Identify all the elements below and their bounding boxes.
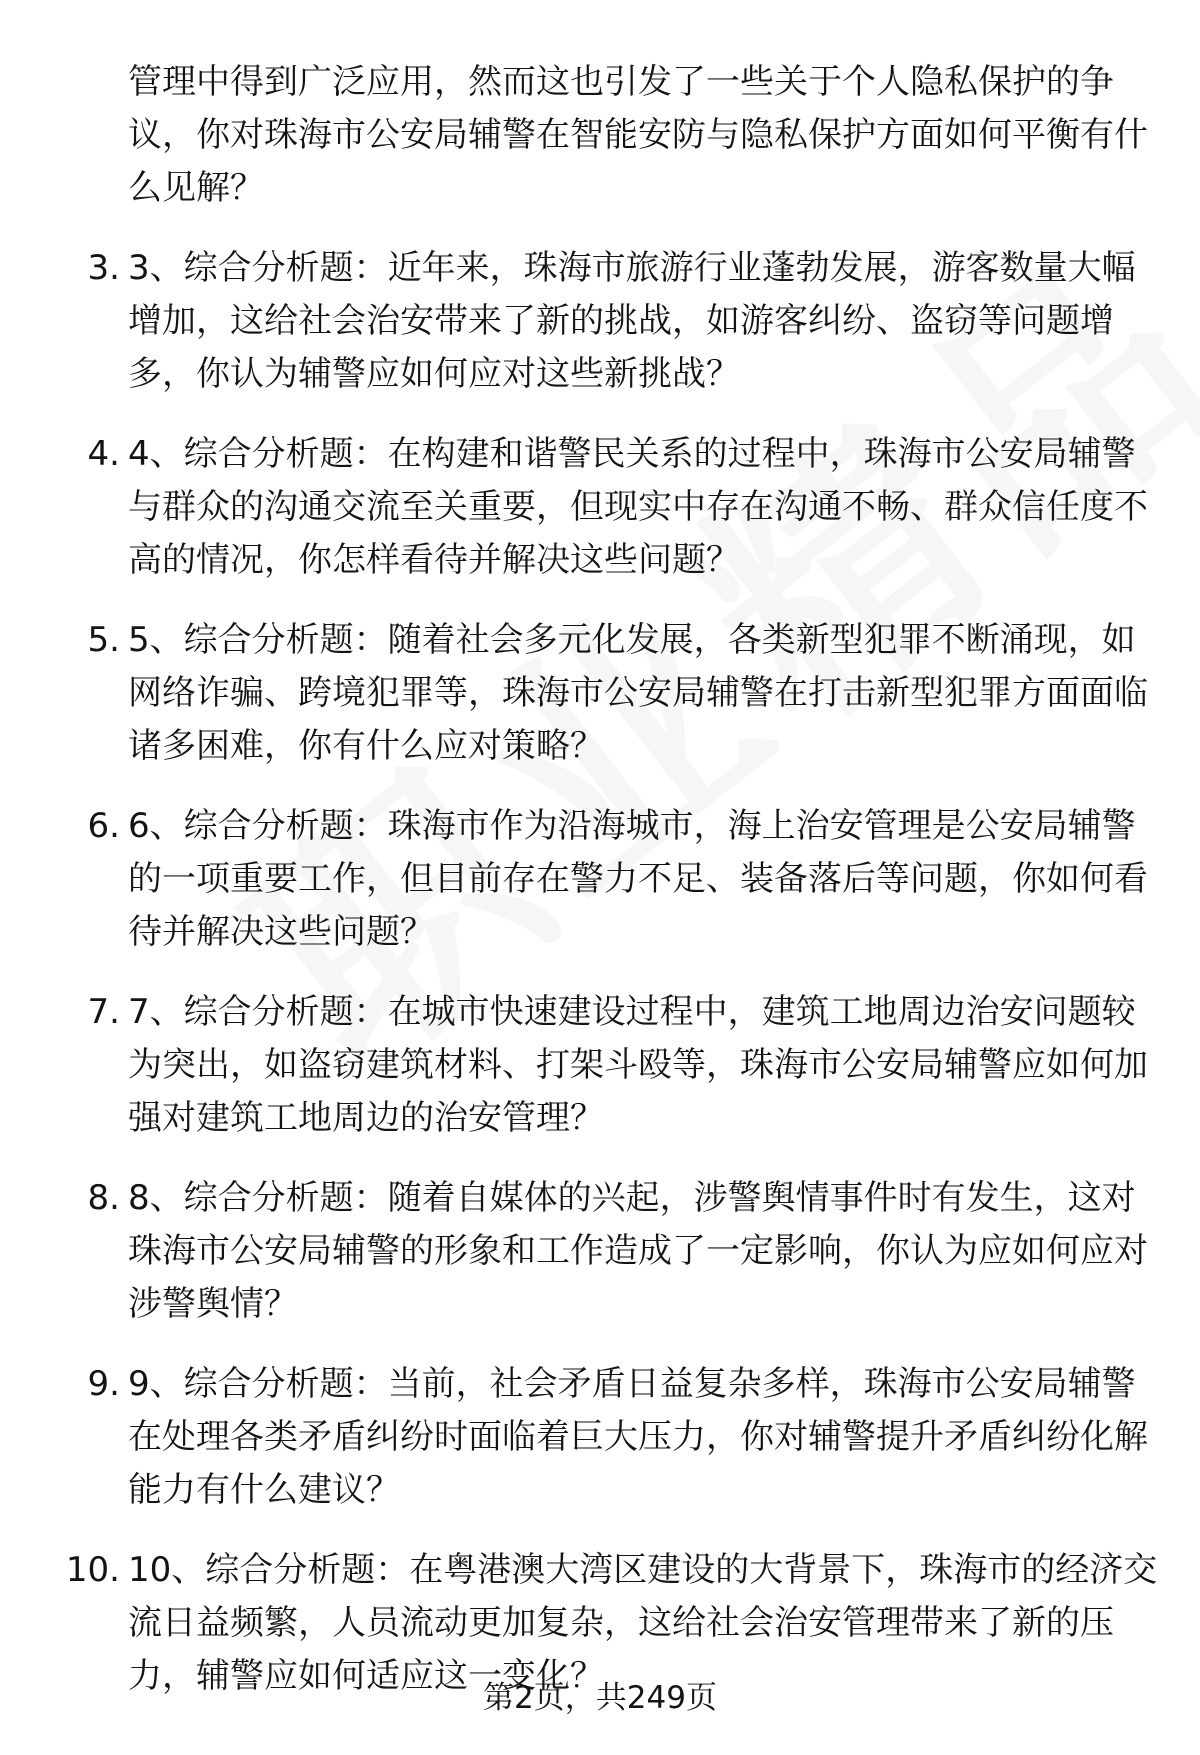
question-text: 4、综合分析题：在构建和谐警民关系的过程中，珠海市公安局辅警与群众的沟通交流至关重要，但现实中存在沟通不畅、群众信任度不高的情况，你怎样看待并解决这些问题？ bbox=[128, 434, 1148, 580]
question-text: 10、综合分析题：在粤港澳大湾区建设的大背景下，珠海市的经济交流日益频繁，人员流动更加复杂，这给社会治安管理带来了新的压力，辅警应如何适应这一变化？ bbox=[128, 1550, 1158, 1696]
list-number: 3. bbox=[87, 248, 120, 288]
question-text: 8、综合分析题：随着自媒体的兴起，涉警舆情事件时有发生，这对珠海市公安局辅警的形象和工作造成了一定影响，你认为应如何应对涉警舆情？ bbox=[128, 1178, 1148, 1324]
list-item bbox=[87, 986, 1168, 1145]
list-number: 10. bbox=[65, 1550, 120, 1590]
list-number: 4. bbox=[87, 434, 120, 474]
list-item bbox=[87, 614, 1168, 773]
page-content bbox=[0, 56, 1200, 1703]
question-text: 5、综合分析题：随着社会多元化发展，各类新型犯罪不断涌现，如网络诈骗、跨境犯罪等，珠海市公安局辅警在打击新型犯罪方面面临诸多困难，你有什么应对策略？ bbox=[128, 620, 1148, 766]
question-text: 3、综合分析题：近年来，珠海市旅游行业蓬勃发展，游客数量大幅增加，这给社会治安带来了新的挑战，如游客纠纷、盗窃等问题增多，你认为辅警应如何应对这些新挑战？ bbox=[128, 248, 1136, 394]
continued-paragraph: 管理中得到广泛应用，然而这也引发了一些关于个人隐私保护的争议，你对珠海市公安局辅警在智能安防与隐私保护方面如何平衡有什么见解？ bbox=[128, 62, 1148, 208]
page-footer: 第2页，共249页 bbox=[483, 1680, 717, 1716]
list-item bbox=[87, 800, 1168, 959]
list-item bbox=[87, 428, 1168, 587]
list-item bbox=[87, 242, 1168, 401]
list-number: 5. bbox=[87, 620, 120, 660]
list-number: 6. bbox=[87, 806, 120, 846]
question-text: 6、综合分析题：珠海市作为沿海城市，海上治安管理是公安局辅警的一项重要工作，但目前存在警力不足、装备落后等问题，你如何看待并解决这些问题？ bbox=[128, 806, 1148, 952]
list-item bbox=[87, 1172, 1168, 1331]
list-number: 9. bbox=[87, 1364, 120, 1404]
list-number: 7. bbox=[87, 992, 120, 1032]
list-number: 8. bbox=[87, 1178, 120, 1218]
question-text: 9、综合分析题：当前，社会矛盾日益复杂多样，珠海市公安局辅警在处理各类矛盾纠纷时面临着巨大压力，你对辅警提升矛盾纠纷化解能力有什么建议？ bbox=[128, 1364, 1148, 1510]
question-text: 7、综合分析题：在城市快速建设过程中，建筑工地周边治安问题较为突出，如盗窃建筑材料、打架斗殴等，珠海市公安局辅警应如何加强对建筑工地周边的治安管理？ bbox=[128, 992, 1148, 1138]
list-item bbox=[87, 1358, 1168, 1517]
